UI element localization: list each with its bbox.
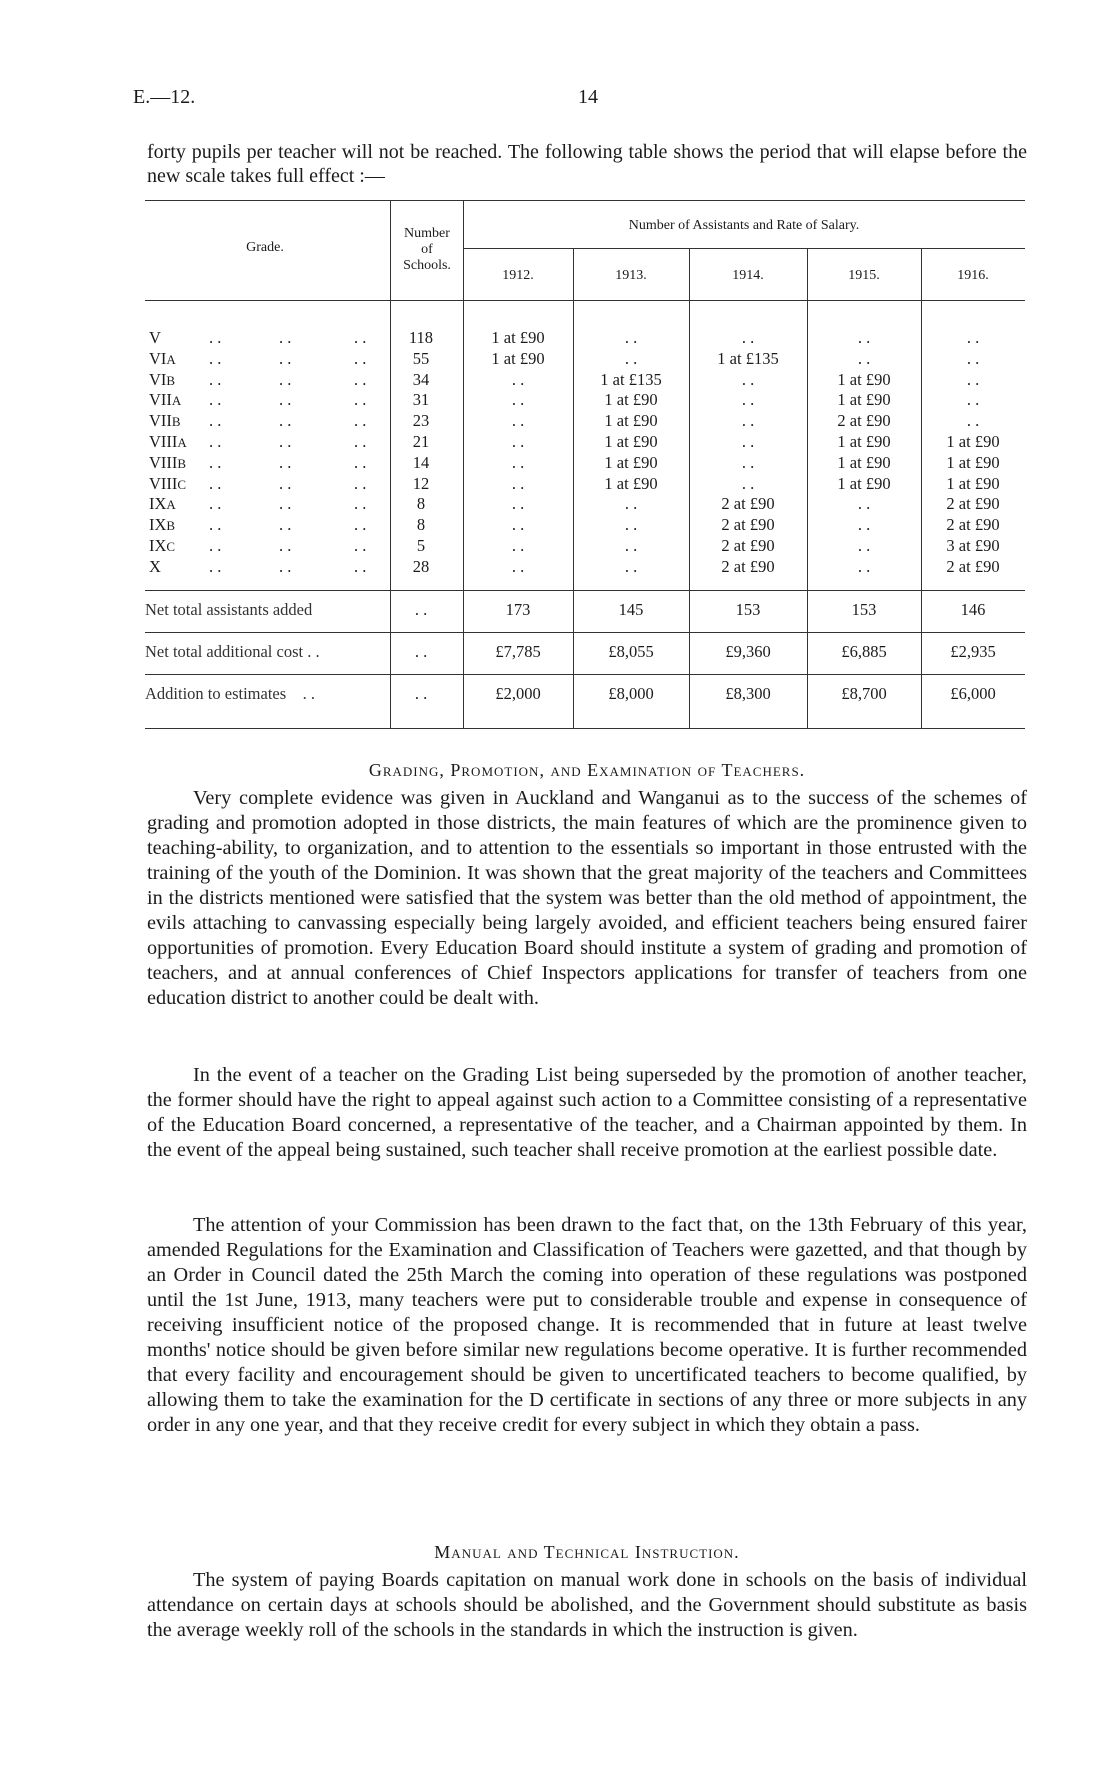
- schools-count-cell: 12: [412, 473, 430, 493]
- leader-dots: . .: [279, 556, 292, 576]
- grade-label: VI: [149, 369, 167, 389]
- grade-cell: [149, 494, 367, 514]
- schools-count-cell: 5: [416, 536, 426, 555]
- leader-dots: . .: [354, 473, 367, 493]
- grade-subscript: C: [177, 476, 187, 492]
- leader-dots: . .: [279, 369, 292, 389]
- grade-cell: [149, 328, 367, 348]
- assistants-cell: 2 at £90: [721, 536, 775, 555]
- grade-label: VIII: [149, 432, 178, 451]
- assistants-cell: . .: [966, 411, 980, 431]
- section-heading-grading: Grading, Promotion, and Examination of Teachers.: [368, 760, 806, 780]
- grade-column-header: Grade.: [246, 240, 284, 255]
- grade-subscript: A: [166, 497, 176, 513]
- leader-dots: . .: [209, 348, 222, 368]
- assistants-cell: 2 at £90: [721, 494, 775, 514]
- grade-subscript: A: [166, 351, 176, 367]
- leader-dots: . .: [279, 348, 292, 368]
- totals-top-rule: [145, 590, 1025, 591]
- leader-dots: . .: [279, 328, 292, 347]
- grade-subscript: C: [166, 539, 176, 554]
- assistants-cell: . .: [624, 515, 638, 535]
- assistants-cell: . .: [966, 348, 980, 368]
- leader-dots: . .: [279, 515, 292, 535]
- assistants-cell: . .: [966, 328, 980, 347]
- leader-dots: . .: [354, 369, 367, 389]
- grade-subscript: B: [177, 455, 187, 471]
- grade-label: X: [149, 556, 161, 576]
- assistants-cell: 3 at £90: [946, 536, 1000, 555]
- grade-cell: [149, 515, 367, 535]
- grade-label: VIII: [149, 473, 178, 493]
- assistants-cell: . .: [857, 556, 871, 576]
- paragraph-grading-2: In the event of a teacher on the Grading List being superseded by the promotion of another teacher, the former should have the right to appeal against such action to a Committee consisting of a representative of the Education Board concerned, a representative of the teacher, and a Chairman appointed by them. In the event of the appeal being sustained, such teacher shall receive promotion at the earliest possible date.: [147, 1064, 1027, 1161]
- totals-rule-2: [145, 632, 1025, 633]
- assistants-cell: . .: [511, 452, 525, 472]
- assistants-header: Number of Assistants and Rate of Salary.: [628, 218, 860, 233]
- year-header-1915: 1915.: [848, 268, 880, 283]
- year-header-1914: 1914.: [732, 268, 764, 283]
- totals-value-cell: £6,000: [950, 684, 996, 703]
- leader-dots: . .: [279, 411, 292, 431]
- assistants-cell: 1 at £90: [837, 452, 891, 472]
- paragraph-grading-3: The attention of your Commission has been drawn to the fact that, on the 13th February of this year, amended Regulations for the Examination and Classification of Teachers were gazetted, and that though by an Order in Council dated the 25th March the coming into operation of these regulations was postponed until the 1st June, 1913, many teachers were put to considerable trouble and expense in consequence of receiving insufficient notice of the proposed change. It is recommended that in future at least twelve months' notice should be given before similar new regulations become operative. It is further recommended that every facility and encouragement should be given to uncertificated teachers to become qualified, by allowing them to take the examination for the D certificate in sections of any three or more subjects in any order in any one year, and that they receive credit for every subject in which they obtain a pass.: [147, 1214, 1027, 1436]
- totals-value-cell: 146: [960, 600, 986, 619]
- leader-dots: . .: [209, 411, 222, 431]
- assistants-cell: 1 at £90: [491, 328, 545, 347]
- totals-label-cell: Net total additional cost . .: [145, 642, 320, 661]
- paragraph-grading-1: Very complete evidence was given in Auckland and Wanganui as to the success of the schemes of grading and promotion adopted in those districts, the main features of which are the prominence given to teaching-ability, to organization, and to attention to the essentials so important in those entrusted with the training of the youth of the Dominion. It was shown that the great majority of the teachers and Committees in the districts mentioned were satisfied that the system was better than the old method of appointment, the evils attaching to canvassing especially being largely avoided, and efficient teachers being ensured fairer opportunities of promotion. Every Education Board should institute a system of grading and promotion of teachers, and at annual conferences of Chief Inspectors applications for transfer of teachers from one education district to another could be dealt with.: [147, 787, 1027, 1009]
- grade-cell: [149, 473, 367, 494]
- leader-dots: . .: [279, 432, 292, 451]
- leader-dots: . .: [209, 328, 222, 347]
- totals-value-cell: 153: [735, 600, 761, 619]
- schools-count-cell: 34: [412, 369, 430, 389]
- assistants-cell: . .: [966, 369, 980, 389]
- leader-dots: . .: [354, 328, 367, 347]
- schools-count-cell: 28: [412, 556, 430, 576]
- leader-dots: . .: [279, 473, 292, 493]
- totals-value-cell: £9,360: [725, 642, 771, 661]
- page-number: 14: [578, 86, 598, 108]
- assistants-cell: . .: [857, 494, 871, 514]
- grade-label: V: [149, 328, 161, 347]
- leader-dots: . .: [354, 390, 367, 410]
- grade-cell: [149, 390, 367, 410]
- totals-value-cell: £8,700: [841, 684, 887, 703]
- grade-cell: [149, 348, 367, 369]
- totals-label-cell: Addition to estimates . .: [145, 684, 316, 703]
- grade-subscript: B: [166, 372, 176, 388]
- header-split-rule: [463, 248, 1025, 249]
- assistants-cell: 2 at £90: [837, 411, 891, 431]
- table-top-rule: [145, 200, 1025, 201]
- schools-header-line-3: Schools.: [403, 258, 451, 273]
- totals-label-cell: Net total assistants added: [145, 600, 313, 619]
- leader-dots: . .: [354, 556, 367, 576]
- assistants-cell: . .: [741, 411, 755, 431]
- totals-value-cell: 145: [618, 600, 644, 619]
- assistants-cell: . .: [624, 328, 638, 347]
- document-reference: E.—12.: [133, 86, 196, 108]
- totals-rule-3: [145, 674, 1025, 675]
- leader-dots: . .: [354, 411, 367, 431]
- grade-subscript: A: [177, 435, 187, 450]
- leader-dots: . .: [209, 452, 222, 472]
- grade-cell: [149, 556, 367, 577]
- totals-schools-cell: . .: [414, 642, 428, 661]
- assistants-cell: 1 at £135: [717, 348, 779, 368]
- assistants-cell: . .: [511, 369, 525, 389]
- leader-dots: . .: [279, 452, 292, 472]
- schools-count-cell: 21: [412, 432, 430, 451]
- totals-value-cell: £6,885: [841, 642, 887, 661]
- assistants-cell: 2 at £90: [946, 494, 1000, 514]
- assistants-cell: . .: [741, 328, 755, 347]
- grade-subscript: A: [171, 393, 182, 409]
- assistants-cell: 2 at £90: [946, 556, 1000, 576]
- paragraph-manual-1: The system of paying Boards capitation on manual work done in schools on the basis of individual attendance on certain days at schools should be abolished, and the Government should substitute as basis the average weekly roll of the schools in the standards in which the instruction is given.: [147, 1569, 1027, 1641]
- assistants-cell: 1 at £135: [600, 369, 662, 389]
- schools-count-cell: 23: [412, 411, 430, 431]
- assistants-cell: . .: [741, 452, 755, 472]
- leader-dots: . .: [354, 536, 367, 555]
- assistants-cell: 1 at £90: [604, 452, 658, 472]
- grade-cell: [149, 432, 367, 452]
- schools-count-cell: 8: [416, 515, 426, 535]
- assistants-cell: . .: [624, 348, 638, 368]
- assistants-cell: . .: [511, 390, 525, 410]
- grade-subscript: B: [166, 518, 176, 534]
- grade-cell: [149, 411, 367, 431]
- assistants-cell: 1 at £90: [837, 473, 891, 493]
- assistants-cell: 1 at £90: [837, 369, 891, 389]
- assistants-cell: . .: [857, 348, 871, 368]
- assistants-cell: 1 at £90: [604, 473, 658, 493]
- assistants-cell: 2 at £90: [721, 515, 775, 535]
- leader-dots: . .: [209, 390, 222, 410]
- assistants-cell: 2 at £90: [946, 515, 1000, 535]
- assistants-cell: . .: [741, 432, 755, 451]
- assistants-cell: . .: [741, 473, 755, 493]
- table-bottom-rule: [145, 728, 1025, 729]
- assistants-cell: 1 at £90: [604, 390, 658, 410]
- assistants-cell: . .: [624, 536, 638, 555]
- assistants-cell: . .: [511, 432, 525, 451]
- assistants-cell: . .: [857, 515, 871, 535]
- totals-schools-cell: . .: [414, 600, 428, 619]
- grade-cell: [149, 369, 367, 390]
- schools-header-line-2: of: [421, 242, 433, 257]
- assistants-cell: . .: [511, 411, 525, 431]
- grade-label: IX: [149, 494, 167, 514]
- grade-cell: [149, 536, 367, 556]
- year-header-1912: 1912.: [502, 268, 534, 283]
- assistants-cell: 1 at £90: [837, 432, 891, 451]
- leader-dots: . .: [209, 369, 222, 389]
- grade-cell: [149, 452, 367, 473]
- assistants-cell: . .: [511, 536, 525, 555]
- schools-count-cell: 8: [416, 494, 426, 514]
- grade-label: VI: [149, 348, 167, 368]
- leader-dots: . .: [279, 536, 292, 555]
- assistants-cell: . .: [511, 473, 525, 493]
- assistants-cell: . .: [511, 494, 525, 514]
- intro-text: forty pupils per teacher will not be reached. The following table shows the period that will elapse before the new scale takes full effect :—: [147, 141, 1027, 187]
- leader-dots: . .: [209, 494, 222, 514]
- leader-dots: . .: [209, 473, 222, 493]
- totals-value-cell: 173: [505, 600, 531, 619]
- schools-count-cell: 118: [408, 328, 434, 347]
- leader-dots: . .: [354, 494, 367, 514]
- grade-subscript: B: [171, 414, 181, 430]
- schools-count-cell: 55: [412, 348, 430, 368]
- assistants-cell: 1 at £90: [946, 432, 1000, 451]
- leader-dots: . .: [354, 348, 367, 368]
- assistants-cell: 1 at £90: [604, 411, 658, 431]
- header-bottom-rule: [145, 300, 1025, 301]
- totals-value-cell: £7,785: [495, 642, 541, 661]
- totals-value-cell: £8,000: [608, 684, 654, 703]
- assistants-cell: 1 at £90: [946, 473, 1000, 493]
- assistants-cell: . .: [741, 369, 755, 389]
- assistants-cell: 1 at £90: [837, 390, 891, 410]
- running-header: [133, 86, 1033, 116]
- leader-dots: . .: [354, 515, 367, 535]
- grade-label: IX: [149, 515, 167, 535]
- year-header-1913: 1913.: [615, 268, 647, 283]
- grade-label: VIII: [149, 452, 178, 472]
- assistants-cell: . .: [966, 390, 980, 410]
- assistants-cell: . .: [624, 556, 638, 576]
- schools-header-line-1: Number: [404, 226, 450, 241]
- grade-label: VII: [149, 390, 172, 410]
- assistants-cell: . .: [511, 515, 525, 535]
- leader-dots: . .: [209, 432, 222, 451]
- assistants-cell: 1 at £90: [946, 452, 1000, 472]
- totals-value-cell: £8,055: [608, 642, 654, 661]
- leader-dots: . .: [279, 390, 292, 410]
- totals-value-cell: £2,935: [950, 642, 996, 661]
- leader-dots: . .: [354, 452, 367, 472]
- assistants-table: [145, 200, 1025, 730]
- section-heading-manual: Manual and Technical Instruction.: [434, 1542, 740, 1562]
- leader-dots: . .: [209, 536, 222, 555]
- leader-dots: . .: [209, 556, 222, 576]
- assistants-cell: . .: [857, 536, 871, 555]
- schools-count-cell: 31: [412, 390, 430, 410]
- assistants-cell: . .: [511, 556, 525, 576]
- totals-value-cell: £2,000: [495, 684, 541, 703]
- assistants-cell: 1 at £90: [491, 348, 545, 368]
- grade-label: IX: [149, 536, 167, 555]
- year-header-1916: 1916.: [957, 268, 989, 283]
- leader-dots: . .: [354, 432, 367, 451]
- assistants-cell: . .: [741, 390, 755, 410]
- leader-dots: . .: [209, 515, 222, 535]
- assistants-cell: . .: [857, 328, 871, 347]
- schools-count-cell: 14: [412, 452, 430, 472]
- grade-label: VII: [149, 411, 172, 431]
- totals-schools-cell: . .: [414, 684, 428, 703]
- assistants-cell: 1 at £90: [604, 432, 658, 451]
- leader-dots: . .: [279, 494, 292, 514]
- schools-column-header: [391, 226, 463, 274]
- totals-value-cell: 153: [851, 600, 877, 619]
- assistants-cell: 2 at £90: [721, 556, 775, 576]
- assistants-cell: . .: [624, 494, 638, 514]
- totals-value-cell: £8,300: [725, 684, 771, 703]
